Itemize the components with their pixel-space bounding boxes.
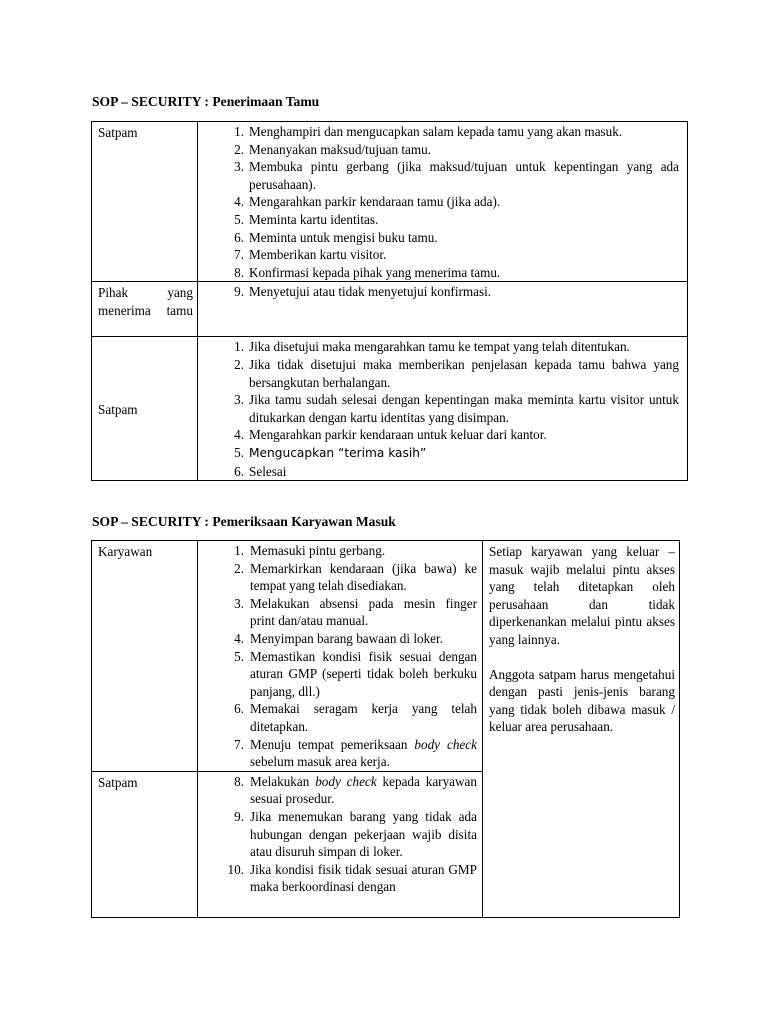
step-item <box>198 444 687 463</box>
step-item <box>198 246 687 264</box>
note-paragraph: Anggota satpam harus mengetahui dengan pasti jenis-jenis barang yang tidak boleh dibawa masuk / keluar area perusahaan. <box>489 666 675 735</box>
step-number: 1. <box>234 339 244 355</box>
sop-table-pemeriksaan-karyawan <box>91 540 680 918</box>
role-label: Pihak yang menerima tamu <box>98 285 193 318</box>
step-text-emphasis: body check <box>315 773 377 789</box>
step-text: Konfirmasi kepada pihak yang menerima tamu. <box>249 264 501 280</box>
steps-list <box>198 338 687 480</box>
role-cell <box>92 771 198 917</box>
step-text: Meminta untuk mengisi buku tamu. <box>249 229 438 245</box>
step-text-post: kepada karyawan sesuai prosedur. <box>250 773 477 807</box>
step-item <box>198 141 687 159</box>
step-item <box>198 338 687 356</box>
step-item <box>198 542 482 560</box>
step-text: Membuka pintu gerbang (jika maksud/tujuan untuk kepentingan yang ada perusahaan). <box>249 159 679 192</box>
step-text: Memastikan kondisi fisik sesuai dengan aturan GMP (seperti tidak boleh berkuku panjang, dll.) <box>250 648 477 699</box>
step-item <box>198 700 482 735</box>
step-text: Jika disetujui maka mengarahkan tamu ke tempat yang telah ditentukan. <box>249 339 630 355</box>
role-label: Satpam <box>98 401 138 417</box>
step-item <box>198 229 687 247</box>
step-text-pre: Menuju tempat pemeriksaan <box>250 736 415 752</box>
step-number: 2. <box>234 141 244 157</box>
step-text: Jika tamu sudah selesai dengan kepentingan maka meminta kartu visitor untuk ditukarkan dengan kartu identitas yang disimpan. <box>249 392 679 425</box>
step-item <box>198 736 482 771</box>
role-cell <box>92 541 198 772</box>
step-number: 1. <box>234 124 244 139</box>
step-text: Melakukan absensi pada mesin finger print dan/atau manual. <box>250 595 477 629</box>
step-item <box>198 463 687 481</box>
step-number: 6. <box>234 701 244 717</box>
table-row <box>92 282 688 337</box>
step-text: Menyimpan barang bawaan di loker. <box>250 630 443 646</box>
role-label: Satpam <box>98 774 138 790</box>
role-cell <box>92 337 198 481</box>
section2-title: SOP – SECURITY : Pemeriksaan Karyawan Masuk <box>92 514 396 529</box>
steps-cell <box>198 541 483 772</box>
step-item <box>198 773 482 808</box>
step-item <box>198 426 687 444</box>
note-paragraph: Setiap karyawan yang keluar – masuk wajib melalui pintu akses yang telah ditetapkan oleh perusahaan dan tidak diperkenankan melalui pintu akses yang lainnya. <box>489 544 675 647</box>
step-item <box>198 808 482 861</box>
role-cell <box>92 282 198 337</box>
step-number: 9. <box>234 808 244 824</box>
section1-title: SOP – SECURITY : Penerimaan Tamu <box>92 94 320 109</box>
step-number: 5. <box>234 444 244 460</box>
step-number: 4. <box>234 630 244 646</box>
step-item <box>198 264 687 282</box>
step-number: 8. <box>234 264 244 280</box>
step-number: 6. <box>234 229 244 245</box>
notes-cell <box>483 541 680 918</box>
step-text-pre: Melakukan <box>250 773 316 789</box>
step-text: Jika menemukan barang yang tidak ada hubungan dengan pekerjaan wajib disita atau disuruh simpan di loker. <box>250 808 477 860</box>
step-text: Memasuki pintu gerbang. <box>250 543 386 558</box>
step-item <box>198 158 687 193</box>
step-number: 5. <box>234 648 244 664</box>
step-number: 9. <box>234 284 244 300</box>
table-row <box>92 541 680 772</box>
steps-cell <box>198 282 688 337</box>
table-row <box>92 122 688 282</box>
step-number: 4. <box>234 427 244 443</box>
step-item <box>198 648 482 701</box>
step-number: 3. <box>234 595 244 611</box>
step-number: 1. <box>234 543 244 558</box>
role-label: Satpam <box>98 125 138 140</box>
step-text: Mengarahkan parkir kendaraan untuk keluar dari kantor. <box>249 427 547 443</box>
step-text: Menyetujui atau tidak menyetujui konfirmasi. <box>249 284 492 300</box>
step-text: Menghampiri dan mengucapkan salam kepada tamu yang akan masuk. <box>249 124 623 139</box>
step-text: Selesai <box>249 463 287 479</box>
step-number: 7. <box>234 247 244 263</box>
step-item <box>198 861 482 896</box>
steps-list <box>198 542 482 771</box>
steps-cell <box>198 122 688 282</box>
step-number: 3. <box>234 392 244 408</box>
steps-cell <box>198 771 483 917</box>
step-number: 10. <box>227 861 244 877</box>
step-item <box>198 595 482 630</box>
step-number: 3. <box>234 159 244 175</box>
step-text-emphasis: body check <box>414 736 477 752</box>
step-text: Menanyakan maksud/tujuan tamu. <box>249 141 432 157</box>
step-item <box>198 630 482 648</box>
step-number: 2. <box>234 560 244 576</box>
step-text: Memberikan kartu visitor. <box>249 247 387 263</box>
steps-list <box>198 123 687 281</box>
step-text: Jika tidak disetujui maka memberikan penjelasan kepada tamu bahwa yang bersangkutan berhalangan. <box>249 356 679 390</box>
step-text: Mengucapkan “terima kasih” <box>249 445 427 460</box>
step-item <box>198 391 687 426</box>
steps-list <box>198 283 687 301</box>
sop-table-penerimaan-tamu <box>91 121 688 481</box>
step-item <box>198 283 687 301</box>
steps-list <box>198 773 482 896</box>
step-number: 4. <box>234 194 244 210</box>
step-item <box>198 193 687 211</box>
step-item <box>198 356 687 391</box>
step-text: Memarkirkan kendaraan (jika bawa) ke tempat yang telah disediakan. <box>250 560 477 594</box>
step-number: 5. <box>234 211 244 227</box>
step-text-post: sebelum masuk area kerja. <box>250 754 390 770</box>
step-number: 8. <box>234 773 244 789</box>
step-item <box>198 560 482 595</box>
step-text: Meminta kartu identitas. <box>249 211 379 227</box>
step-text: Mengarahkan parkir kendaraan tamu (jika ada). <box>249 194 501 210</box>
step-number: 6. <box>234 463 244 479</box>
role-label: Karyawan <box>98 544 153 559</box>
table-row <box>92 337 688 481</box>
step-text: Memakai seragam kerja yang telah ditetapkan. <box>250 701 477 734</box>
step-item <box>198 211 687 229</box>
step-text: Jika kondisi fisik tidak sesuai aturan GMP maka berkoordinasi dengan <box>250 861 477 895</box>
role-cell <box>92 122 198 282</box>
steps-cell <box>198 337 688 481</box>
step-number: 7. <box>234 736 244 752</box>
step-number: 2. <box>234 356 244 372</box>
step-item <box>198 123 687 141</box>
